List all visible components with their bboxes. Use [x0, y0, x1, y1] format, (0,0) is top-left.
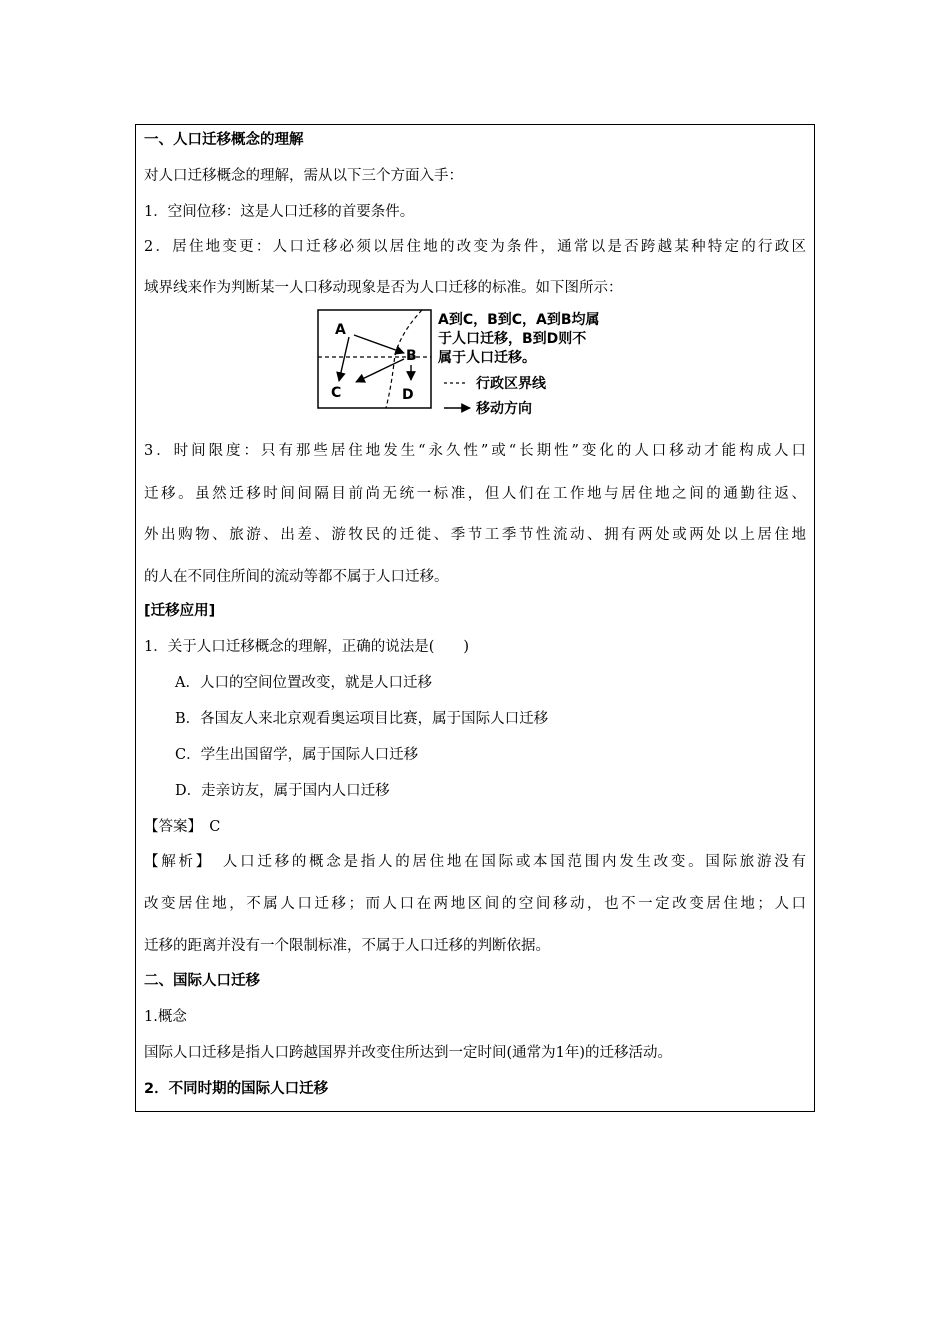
caption-line3: 属于人口迁移。: [438, 350, 536, 366]
label-b: B: [406, 348, 417, 364]
point-1-spatial: 1．空间位移：这是人口迁移的首要条件。: [144, 204, 415, 220]
section2-sub2: 2．不同时期的国际人口迁移: [144, 1081, 329, 1097]
caption-line2: 于人口迁移，B到D则不: [438, 331, 587, 347]
option-a: A．人口的空间位置改变，就是人口迁移: [175, 675, 432, 691]
legend-arrow-label: 移动方向: [476, 401, 532, 417]
label-d: D: [402, 387, 414, 403]
caption-line1: A到C，B到C，A到B均属: [438, 312, 600, 328]
section1-heading: 一、人口迁移概念的理解: [144, 132, 304, 148]
section2-definition: 国际人口迁移是指人口跨越国界并改变住所达到一定时间(通常为1年)的迁移活动。: [144, 1045, 673, 1061]
section2-sub1: 1.概念: [144, 1009, 187, 1025]
question-1: 1．关于人口迁移概念的理解，正确的说法是( ): [144, 639, 470, 655]
option-c: C．学生出国留学，属于国际人口迁移: [175, 747, 419, 763]
answer: 【答案】 C: [144, 819, 221, 835]
point-3-line1: 3．时间限度：只有那些居住地发生“永久性”或“长期性”变化的人口移动才能构成人口: [144, 443, 806, 459]
analysis-line1: 【解析】 人口迁移的概念是指人的居住地在国际或本国范围内发生改变。国际旅游没有: [144, 854, 806, 870]
point-2-line2: 域界线来作为判断某一人口移动现象是否为人口迁移的标准。如下图所示：: [144, 280, 623, 296]
legend-dashed-label: 行政区界线: [476, 376, 546, 392]
section2-heading: 二、国际人口迁移: [144, 973, 260, 989]
label-a: A: [335, 322, 346, 338]
application-heading: [迁移应用]: [144, 603, 216, 619]
point-3-line2: 迁移。虽然迁移时间间隔目前尚无统一标准，但人们在工作地与居住地之间的通勤往返、: [144, 486, 806, 502]
section1-intro: 对人口迁移概念的理解，需从以下三个方面入手：: [144, 168, 463, 184]
content-table-cell: [135, 124, 815, 1112]
point-3-line4: 的人在不同住所间的流动等都不属于人口迁移。: [144, 569, 449, 585]
option-b: B．各国友人来北京观看奥运项目比赛，属于国际人口迁移: [175, 711, 549, 727]
migration-diagram: [316, 308, 634, 420]
analysis-line2: 改变居住地，不属人口迁移；而人口在两地区间的空间移动，也不一定改变居住地；人口: [144, 896, 806, 912]
option-d: D．走亲访友，属于国内人口迁移: [175, 783, 390, 799]
point-3-line3: 外出购物、旅游、出差、游牧民的迁徙、季节工季节性流动、拥有两处或两处以上居住地: [144, 527, 806, 543]
label-c: C: [331, 385, 342, 401]
analysis-line3: 迁移的距离并没有一个限制标准，不属于人口迁移的判断依据。: [144, 938, 550, 954]
point-2-line1: 2．居住地变更：人口迁移必须以居住地的改变为条件，通常以是否跨越某种特定的行政区: [144, 239, 806, 255]
